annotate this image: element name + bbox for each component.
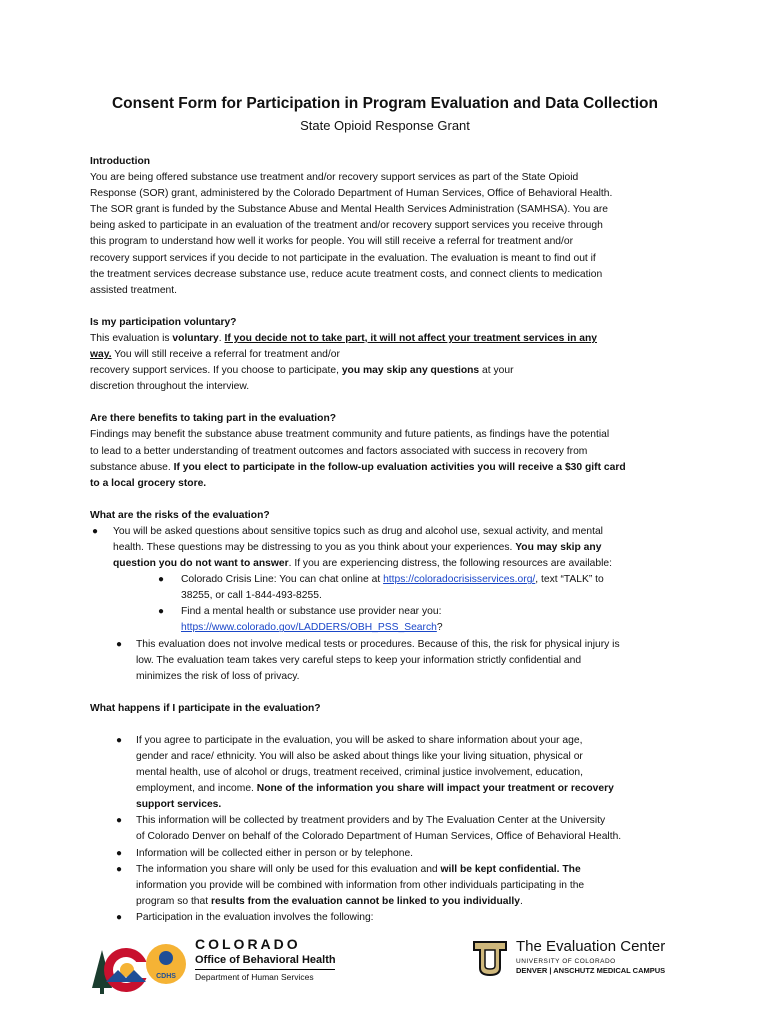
intro-line: You are being offered substance use treatment and/or recovery support services as part of the State Opioid [90,172,579,184]
text-underline: If you decide not to take part, it will not affect your treatment services in any [224,332,598,344]
bullet-icon: ● [116,911,123,923]
text-bold: None of the information you share will impact your treatment or recovery [256,783,614,795]
voluntary-line: discretion throughout the interview. [90,381,250,393]
list-item-text: of Colorado Denver on behalf of the Colorado Department of Human Services, Office of Behavioral Health. [136,831,622,843]
intro-line: being asked to participate in an evaluation of the treatment and/or recovery support services you receive through [90,220,603,232]
university-name: UNIVERSITY OF COLORADO [516,958,616,965]
intro-line: The SOR grant is funded by the Substance Abuse and Mental Health Services Administration (SAMHSA). You are [90,204,608,216]
text-bold: question you do not want to answer [113,558,289,570]
bullet-icon: ● [116,863,123,875]
list-item [90,572,690,604]
text: health. These questions may be distressing to you as you think about your experiences. [113,541,516,553]
text: . If you are experiencing distress, the following resources are available: [288,558,613,570]
text-bold: results from the evaluation cannot be linked to you individually [210,895,520,907]
obh-logo [90,936,350,996]
intro-line: the treatment services decrease substance use, reduce acute treatment costs, and connect clients to medication [90,268,603,280]
obh-name: COLORADO [195,936,301,952]
list-item-text [136,862,690,878]
intro-line: Response (SOR) grant, administered by the Colorado Department of Human Services, Office of Behavioral Health. [90,188,613,200]
list-item [90,733,690,813]
evaluation-center-name: The Evaluation Center [516,938,666,955]
text: employment, and income. [136,783,257,795]
list-item-text [181,620,690,636]
bullet-icon: ● [116,815,123,827]
text: , text “TALK” to [535,574,604,586]
list-item [90,813,690,845]
intro-heading: Introduction [90,156,151,167]
text: You will still receive a referral for treatment and/or [111,349,340,361]
bullet-icon: ● [116,847,123,859]
list-item-text: This information will be collected by treatment providers and by The Evaluation Center at the University [136,815,606,827]
text: program so that [136,895,211,907]
list-item [90,862,690,910]
intro-line: assisted treatment. [90,284,177,296]
benefits-line: to a local grocery store. [90,477,207,489]
text-bold: voluntary [172,332,219,344]
text: ? [436,622,443,634]
list-item-text: You will be asked questions about sensitive topics such as drug and alcohol use, sexual activity, and mental [113,525,603,537]
document-body [90,154,690,926]
provider-search-link[interactable]: https://www.colorado.gov/LADDERS/OBH_PSS_Search [181,622,437,634]
list-item-text: low. The evaluation team takes very careful steps to keep your information strictly confidential and [136,654,582,666]
voluntary-line [90,331,690,347]
list-item-text: Find a mental health or substance use provider near you: [181,606,442,618]
list-item-text [113,540,690,556]
participate-heading: What happens if I participate in the evaluation? [90,702,321,714]
benefits-line: Findings may benefit the substance abuse treatment community and future patients, as findings have the potential [90,429,610,441]
text-underline: way. [90,349,112,361]
text: This evaluation is [90,332,173,344]
evaluation-center-logo [470,938,690,998]
voluntary-line [90,363,690,379]
list-item-text: support services. [136,799,222,811]
bullet-icon: ● [158,606,165,618]
text-bold: You may skip any [515,541,602,553]
list-item-text: This evaluation does not involve medical tests or procedures. Because of this, the risk for physical injury is [136,638,620,650]
colorado-c-logo-icon [90,936,190,996]
list-item-text: minimizes the risk of loss of privacy. [136,670,300,682]
bullet-icon: ● [92,525,99,537]
obh-office: Office of Behavioral Health [195,954,336,966]
cu-logo-icon [470,938,510,978]
bullet-icon: ● [116,638,123,650]
cdhs-badge-text: CDHS [156,973,176,980]
list-item-text [181,572,690,588]
voluntary-line [90,347,690,363]
list-item [90,637,690,685]
evaluation-center-wordmark [516,938,665,975]
benefits-line: to lead to a better understanding of treatment outcomes and factors associated with success in recovery from [90,445,588,457]
obh-wordmark [195,936,336,982]
campus-name: DENVER | ANSCHUTZ MEDICAL CAMPUS [516,966,666,975]
page-title: Consent Form for Participation in Program Evaluation and Data Collection [111,95,658,112]
list-item [90,846,690,862]
text: The information you share will only be used for this evaluation and [136,863,441,875]
crisis-services-link[interactable]: https://coloradocrisisservices.org/ [383,574,536,586]
list-item-text [136,781,690,797]
text: recovery support services. If you choose to participate, [90,365,342,377]
voluntary-heading: Is my participation voluntary? [90,316,237,328]
list-item-text [136,894,690,910]
text: Colorado Crisis Line: You can chat online at [181,574,384,586]
text-bold: If you elect to participate in the follow-up evaluation activities you will receive a $30 gift card [173,461,626,473]
footer [0,930,770,1000]
text: substance abuse. [90,461,174,473]
obh-dept: Department of Human Services [195,972,314,982]
text: . [218,332,225,344]
list-item-text: If you agree to participate in the evaluation, you will be asked to share information about your age, [136,734,583,746]
text-bold: you may skip any questions [341,365,480,377]
text: . [519,895,523,907]
benefits-line [90,460,690,476]
list-item [90,604,690,636]
list-item-text: 38255, or call 1-844-493-8255. [181,590,322,602]
list-item-text [113,556,690,572]
list-item-text: Participation in the evaluation involves the following: [136,911,374,923]
risks-heading: What are the risks of the evaluation? [90,509,270,521]
text-bold: The [559,863,581,875]
page-subtitle: State Opioid Response Grant [300,118,470,133]
list-item-text: Information will be collected either in person or by telephone. [136,847,414,859]
bullet-icon: ● [116,734,123,746]
list-item [90,524,690,572]
text-bold: will be kept confidential. [440,863,560,875]
intro-line: this program to understand how well it works for people. You will still receive a referral for treatment and/or [90,236,574,248]
list-item-text: information you provide will be combined with information from other individuals participating in the [136,879,585,891]
benefits-heading: Are there benefits to taking part in the evaluation? [90,413,337,425]
intro-line: recovery support services if you decide to not participate in the evaluation. The evaluation is meant to find out if [90,252,596,264]
list-item [90,910,690,926]
list-item-text: mental health, use of alcohol or drugs, treatment received, criminal justice involvement, education, [136,767,583,779]
text: at your [479,365,514,377]
bullet-icon: ● [158,574,165,586]
list-item-text: gender and race/ ethnicity. You will also be asked about things like your living situation, physical or [136,751,583,762]
